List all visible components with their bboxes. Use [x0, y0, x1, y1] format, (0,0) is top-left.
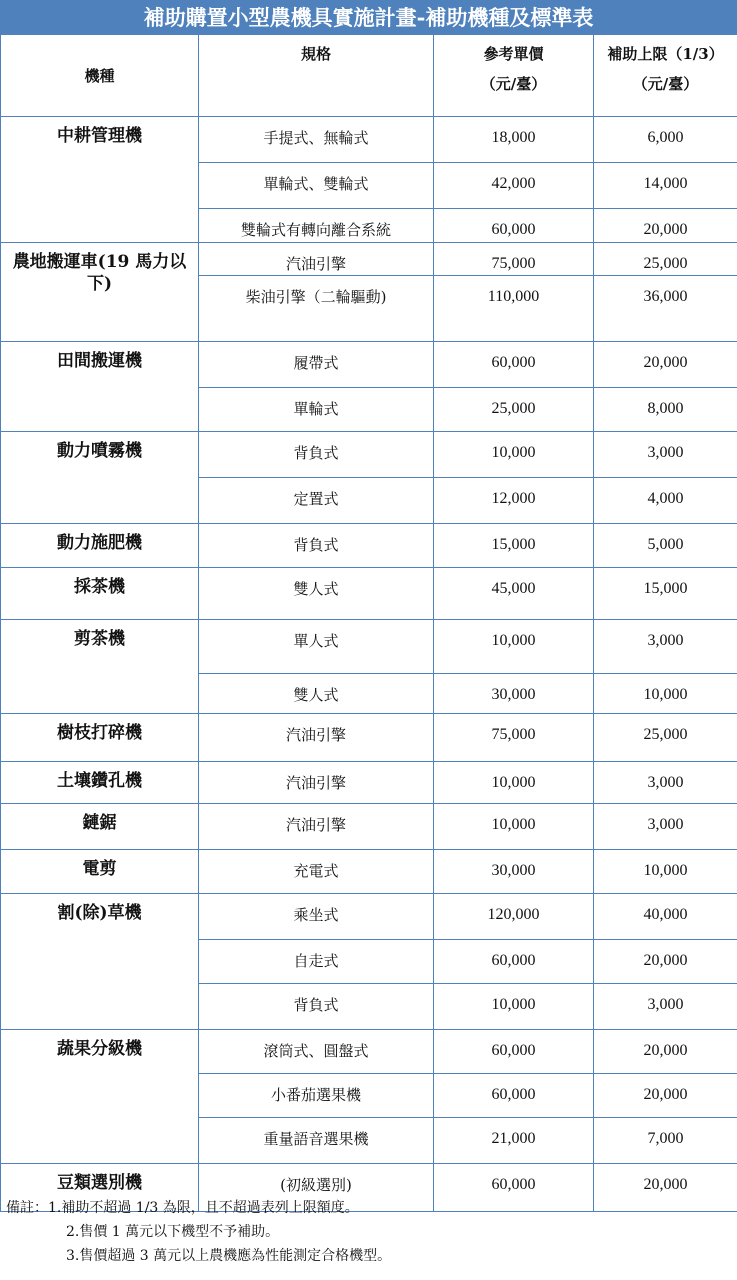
table-title: 補助購置小型農機具實施計畫-補助機種及標準表 [0, 0, 737, 34]
machine-type-cell: 割(除)草機 [1, 894, 199, 1030]
subsidy-cell: 20,000 [594, 1030, 737, 1074]
subsidy-cell: 7,000 [594, 1118, 737, 1164]
machine-type-cell: 土壤鑽孔機 [1, 762, 199, 804]
spec-cell: 汽油引擎 [199, 804, 434, 850]
spec-cell: 小番茄選果機 [199, 1074, 434, 1118]
price-cell: 10,000 [434, 804, 594, 850]
price-cell: 10,000 [434, 762, 594, 804]
machine-type-cell: 蔬果分級機 [1, 1030, 199, 1164]
spec-cell: 滾筒式、圓盤式 [199, 1030, 434, 1074]
spec-cell: 背負式 [199, 432, 434, 478]
spec-cell: 汽油引擎 [199, 714, 434, 762]
spec-cell: 背負式 [199, 524, 434, 568]
price-cell: 60,000 [434, 1030, 594, 1074]
subsidy-cell: 10,000 [594, 850, 737, 894]
subsidy-cell: 3,000 [594, 984, 737, 1030]
spec-cell: 背負式 [199, 984, 434, 1030]
table-row [1, 524, 737, 568]
machine-type-cell: 農地搬運車(19 馬力以下) [1, 243, 199, 342]
machine-type-cell: 剪茶機 [1, 620, 199, 714]
subsidy-cell: 6,000 [594, 117, 737, 163]
subsidy-cell: 20,000 [594, 342, 737, 388]
subsidy-cell: 5,000 [594, 524, 737, 568]
table-row [1, 1030, 737, 1074]
subsidy-cell: 25,000 [594, 714, 737, 762]
spec-cell: 重量語音選果機 [199, 1118, 434, 1164]
machine-type-cell: 動力施肥機 [1, 524, 199, 568]
spec-cell: 雙輪式有轉向離合系統 [199, 209, 434, 243]
price-cell: 60,000 [434, 940, 594, 984]
subsidy-cell: 8,000 [594, 388, 737, 432]
price-cell: 18,000 [434, 117, 594, 163]
price-cell: 60,000 [434, 209, 594, 243]
note-1: 備註：1.補助不超過 1/3 為限，且不超過表列上限額度。 [6, 1200, 359, 1216]
price-cell: 15,000 [434, 524, 594, 568]
table-row [1, 432, 737, 478]
subsidy-cell: 20,000 [594, 1164, 737, 1212]
machine-type-cell: 田間搬運機 [1, 342, 199, 432]
spec-cell: 單人式 [199, 620, 434, 674]
price-cell: 21,000 [434, 1118, 594, 1164]
machine-type-cell: 採茶機 [1, 568, 199, 620]
price-cell: 30,000 [434, 674, 594, 714]
spec-cell: 手提式、無輪式 [199, 117, 434, 163]
subsidy-cell: 3,000 [594, 762, 737, 804]
price-cell: 45,000 [434, 568, 594, 620]
spec-cell: 定置式 [199, 478, 434, 524]
subsidy-cell: 25,000 [594, 243, 737, 276]
price-cell: 25,000 [434, 388, 594, 432]
spec-cell: 自走式 [199, 940, 434, 984]
price-cell: 10,000 [434, 620, 594, 674]
subsidy-table [0, 34, 737, 1212]
price-cell: 120,000 [434, 894, 594, 940]
price-cell: 60,000 [434, 1074, 594, 1118]
price-cell: 12,000 [434, 478, 594, 524]
header-machine-type: 機種 [1, 35, 199, 117]
subsidy-cell: 15,000 [594, 568, 737, 620]
machine-type-cell: 豆類選別機 [1, 1164, 199, 1212]
subsidy-cell: 10,000 [594, 674, 737, 714]
table-row [1, 342, 737, 388]
header-subsidy-unit: （元/臺） [632, 75, 699, 93]
subsidy-cell: 14,000 [594, 163, 737, 209]
spec-cell: 乘坐式 [199, 894, 434, 940]
table-row [1, 620, 737, 674]
subsidy-cell: 40,000 [594, 894, 737, 940]
header-spec: 規格 [199, 35, 434, 117]
header-subsidy [594, 35, 737, 117]
table-row [1, 243, 737, 276]
table-row [1, 714, 737, 762]
note-3: 3.售價超過 3 萬元以上農機應為性能測定合格機型。 [66, 1248, 392, 1264]
price-cell: 10,000 [434, 984, 594, 1030]
price-cell: 30,000 [434, 850, 594, 894]
price-cell: 60,000 [434, 342, 594, 388]
header-price-label: 參考單價 [483, 45, 544, 63]
price-cell: 110,000 [434, 276, 594, 342]
spec-cell: (初級選別) [199, 1164, 434, 1212]
table-row [1, 762, 737, 804]
subsidy-cell: 3,000 [594, 620, 737, 674]
price-cell: 75,000 [434, 714, 594, 762]
subsidy-cell: 4,000 [594, 478, 737, 524]
machine-type-cell: 動力噴霧機 [1, 432, 199, 524]
machine-type-cell: 中耕管理機 [1, 117, 199, 243]
spec-cell: 單輪式、雙輪式 [199, 163, 434, 209]
table-row [1, 804, 737, 850]
subsidy-cell: 36,000 [594, 276, 737, 342]
table-row [1, 850, 737, 894]
spec-cell: 單輪式 [199, 388, 434, 432]
header-price-unit: （元/臺） [480, 75, 547, 93]
table-row [1, 568, 737, 620]
spec-cell: 柴油引擎（二輪驅動) [199, 276, 434, 342]
subsidy-cell: 3,000 [594, 432, 737, 478]
table-row [1, 894, 737, 940]
notes [6, 1196, 391, 1268]
subsidy-cell: 20,000 [594, 209, 737, 243]
header-row [1, 35, 737, 117]
machine-type-cell: 鏈鋸 [1, 804, 199, 850]
subsidy-cell: 20,000 [594, 940, 737, 984]
spec-cell: 雙人式 [199, 568, 434, 620]
spec-cell: 雙人式 [199, 674, 434, 714]
subsidy-cell: 20,000 [594, 1074, 737, 1118]
price-cell: 60,000 [434, 1164, 594, 1212]
spec-cell: 履帶式 [199, 342, 434, 388]
spec-cell: 汽油引擎 [199, 762, 434, 804]
spec-cell: 汽油引擎 [199, 243, 434, 276]
machine-type-cell: 電剪 [1, 850, 199, 894]
spec-cell: 充電式 [199, 850, 434, 894]
table-row [1, 117, 737, 163]
header-price [434, 35, 594, 117]
header-subsidy-label: 補助上限（1/3） [607, 45, 724, 63]
price-cell: 10,000 [434, 432, 594, 478]
machine-type-cell: 樹枝打碎機 [1, 714, 199, 762]
note-2: 2.售價 1 萬元以下機型不予補助。 [66, 1224, 280, 1240]
price-cell: 75,000 [434, 243, 594, 276]
price-cell: 42,000 [434, 163, 594, 209]
subsidy-cell: 3,000 [594, 804, 737, 850]
